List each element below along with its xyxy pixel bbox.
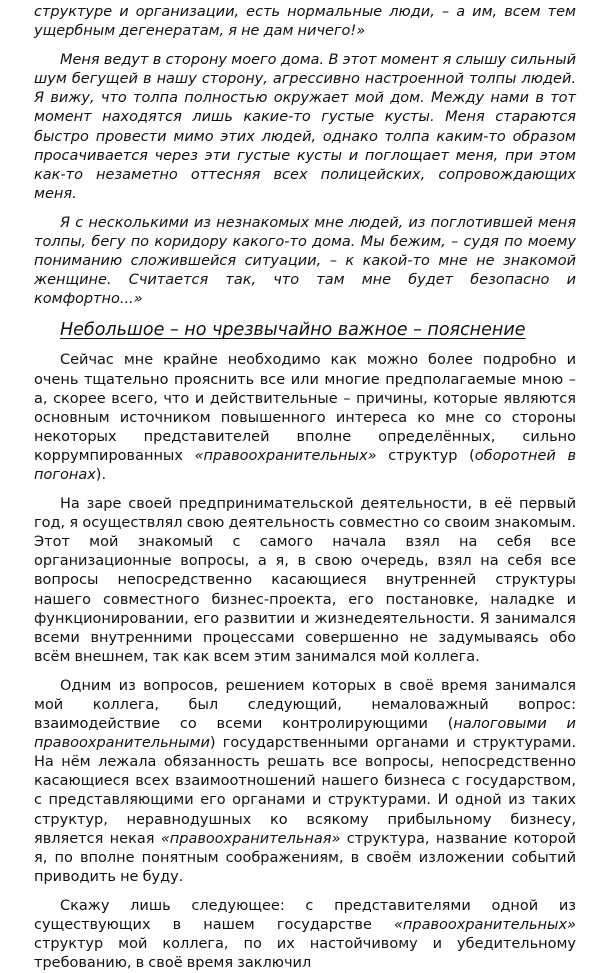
paragraph-4 bbox=[34, 351, 576, 485]
paragraph-7-text-1: Скажу лишь следующее: с представителями одной из существующих в нашем государстве bbox=[34, 897, 576, 934]
paragraph-4-text-2: структур ( bbox=[376, 447, 475, 464]
paragraph-7-text-2: структур мой коллега, по их настойчивому и убедительному требованию, в своё время заключил bbox=[34, 936, 576, 972]
paragraph-6-italic: налоговыми и правоохранительными bbox=[34, 716, 576, 752]
paragraph-4-text-1: Сейчас мне крайне необходимо как можно более подробно и очень тщательно прояснить все или многие предполагаемые мною – а, скорее всего, что и действительные – причины, которые являются основным источником повышенного интереса ко мне со стороны некоторых представителей вполне определённых, сильно коррумпированных bbox=[34, 352, 576, 464]
paragraph-6-text-2: ) государственными органами и структурами. На нём лежала обязанность решать все вопросы, непосредственно касающиеся всех взаимоотношений нашего бизнеса с государством, с представляющими его органами и структурами. И одной из таких структур, неравнодушных ко всякому прибыльному бизнесу, является некая bbox=[34, 735, 576, 847]
paragraph-6-quote: «правоохранительная» bbox=[160, 830, 341, 847]
paragraph-3: Я с несколькими из незнакомых мне людей, из поглотившей меня толпы, бегу по коридору какого-то дома. Мы бежим, – судя по моему пониманию сложившейся ситуации, – к какой-то мне не знакомой женщине. Считается так, что там мне будет безопасно и комфортно...» bbox=[34, 214, 576, 308]
paragraph-4-italic: оборотней в погонах bbox=[34, 447, 576, 483]
paragraph-4-quote: «правоохранительных» bbox=[194, 447, 377, 464]
paragraph-2: Меня ведут в сторону моего дома. В этот момент я слышу сильный шум бегущей в нашу сторону, агрессивно настроенной толпы людей. Я вижу, что толпа полностью окружает мой дом. Между нами в тот момент находятся лишь какие-то густые кусты. Меня стараются быстро провести мимо этих людей, однако толпа каким-то образом просачивается через эти густые кусты и поглощает меня, при этом как-то незаметно оттесняя всех полицейских, сопровождающих меня. bbox=[34, 52, 576, 202]
paragraph-5: На заре своей предпринимательской деятельности, в её первый год, я осуществлял свою деятельность совместно со своим знакомым. Этот мой знакомый с самого начала взял на себя все организационные вопросы, а я, в свою очередь, взял на себя все вопросы непосредственно касающиеся внутренней структуры нашего совместного бизнес-проекта, его постановке, наладке и функционировании, его развитии и жизнедеятельности. Я занимался всеми внутренними процессами совершенно не задумываясь обо всём внешнем, так как всем этим занимался мой коллега. bbox=[34, 496, 576, 665]
paragraph-6-text-1: Одним из вопросов, решением которых в своё время занимался мой коллега, был следующий, немаловажный вопрос: взаимодействие со всеми контролирующими ( bbox=[34, 677, 576, 733]
paragraph-7-quote: «правоохранительных» bbox=[393, 917, 576, 934]
paragraph-6-text-3: структура, название которой я, по вполне понятным соображениям, в своём изложении событий приводить не буду. bbox=[34, 830, 576, 885]
section-heading: Небольшое – но чрезвычайно важное – пояснение bbox=[60, 320, 526, 341]
paragraph-1: структуре и организации, есть нормальные люди, – а им, всем тем ущербным дегенератам, я не дам ничего!» bbox=[34, 4, 576, 40]
document-page bbox=[34, 0, 576, 973]
paragraph-7 bbox=[34, 897, 576, 973]
paragraph-6 bbox=[34, 677, 576, 887]
paragraph-4-text-3: ). bbox=[95, 466, 107, 483]
